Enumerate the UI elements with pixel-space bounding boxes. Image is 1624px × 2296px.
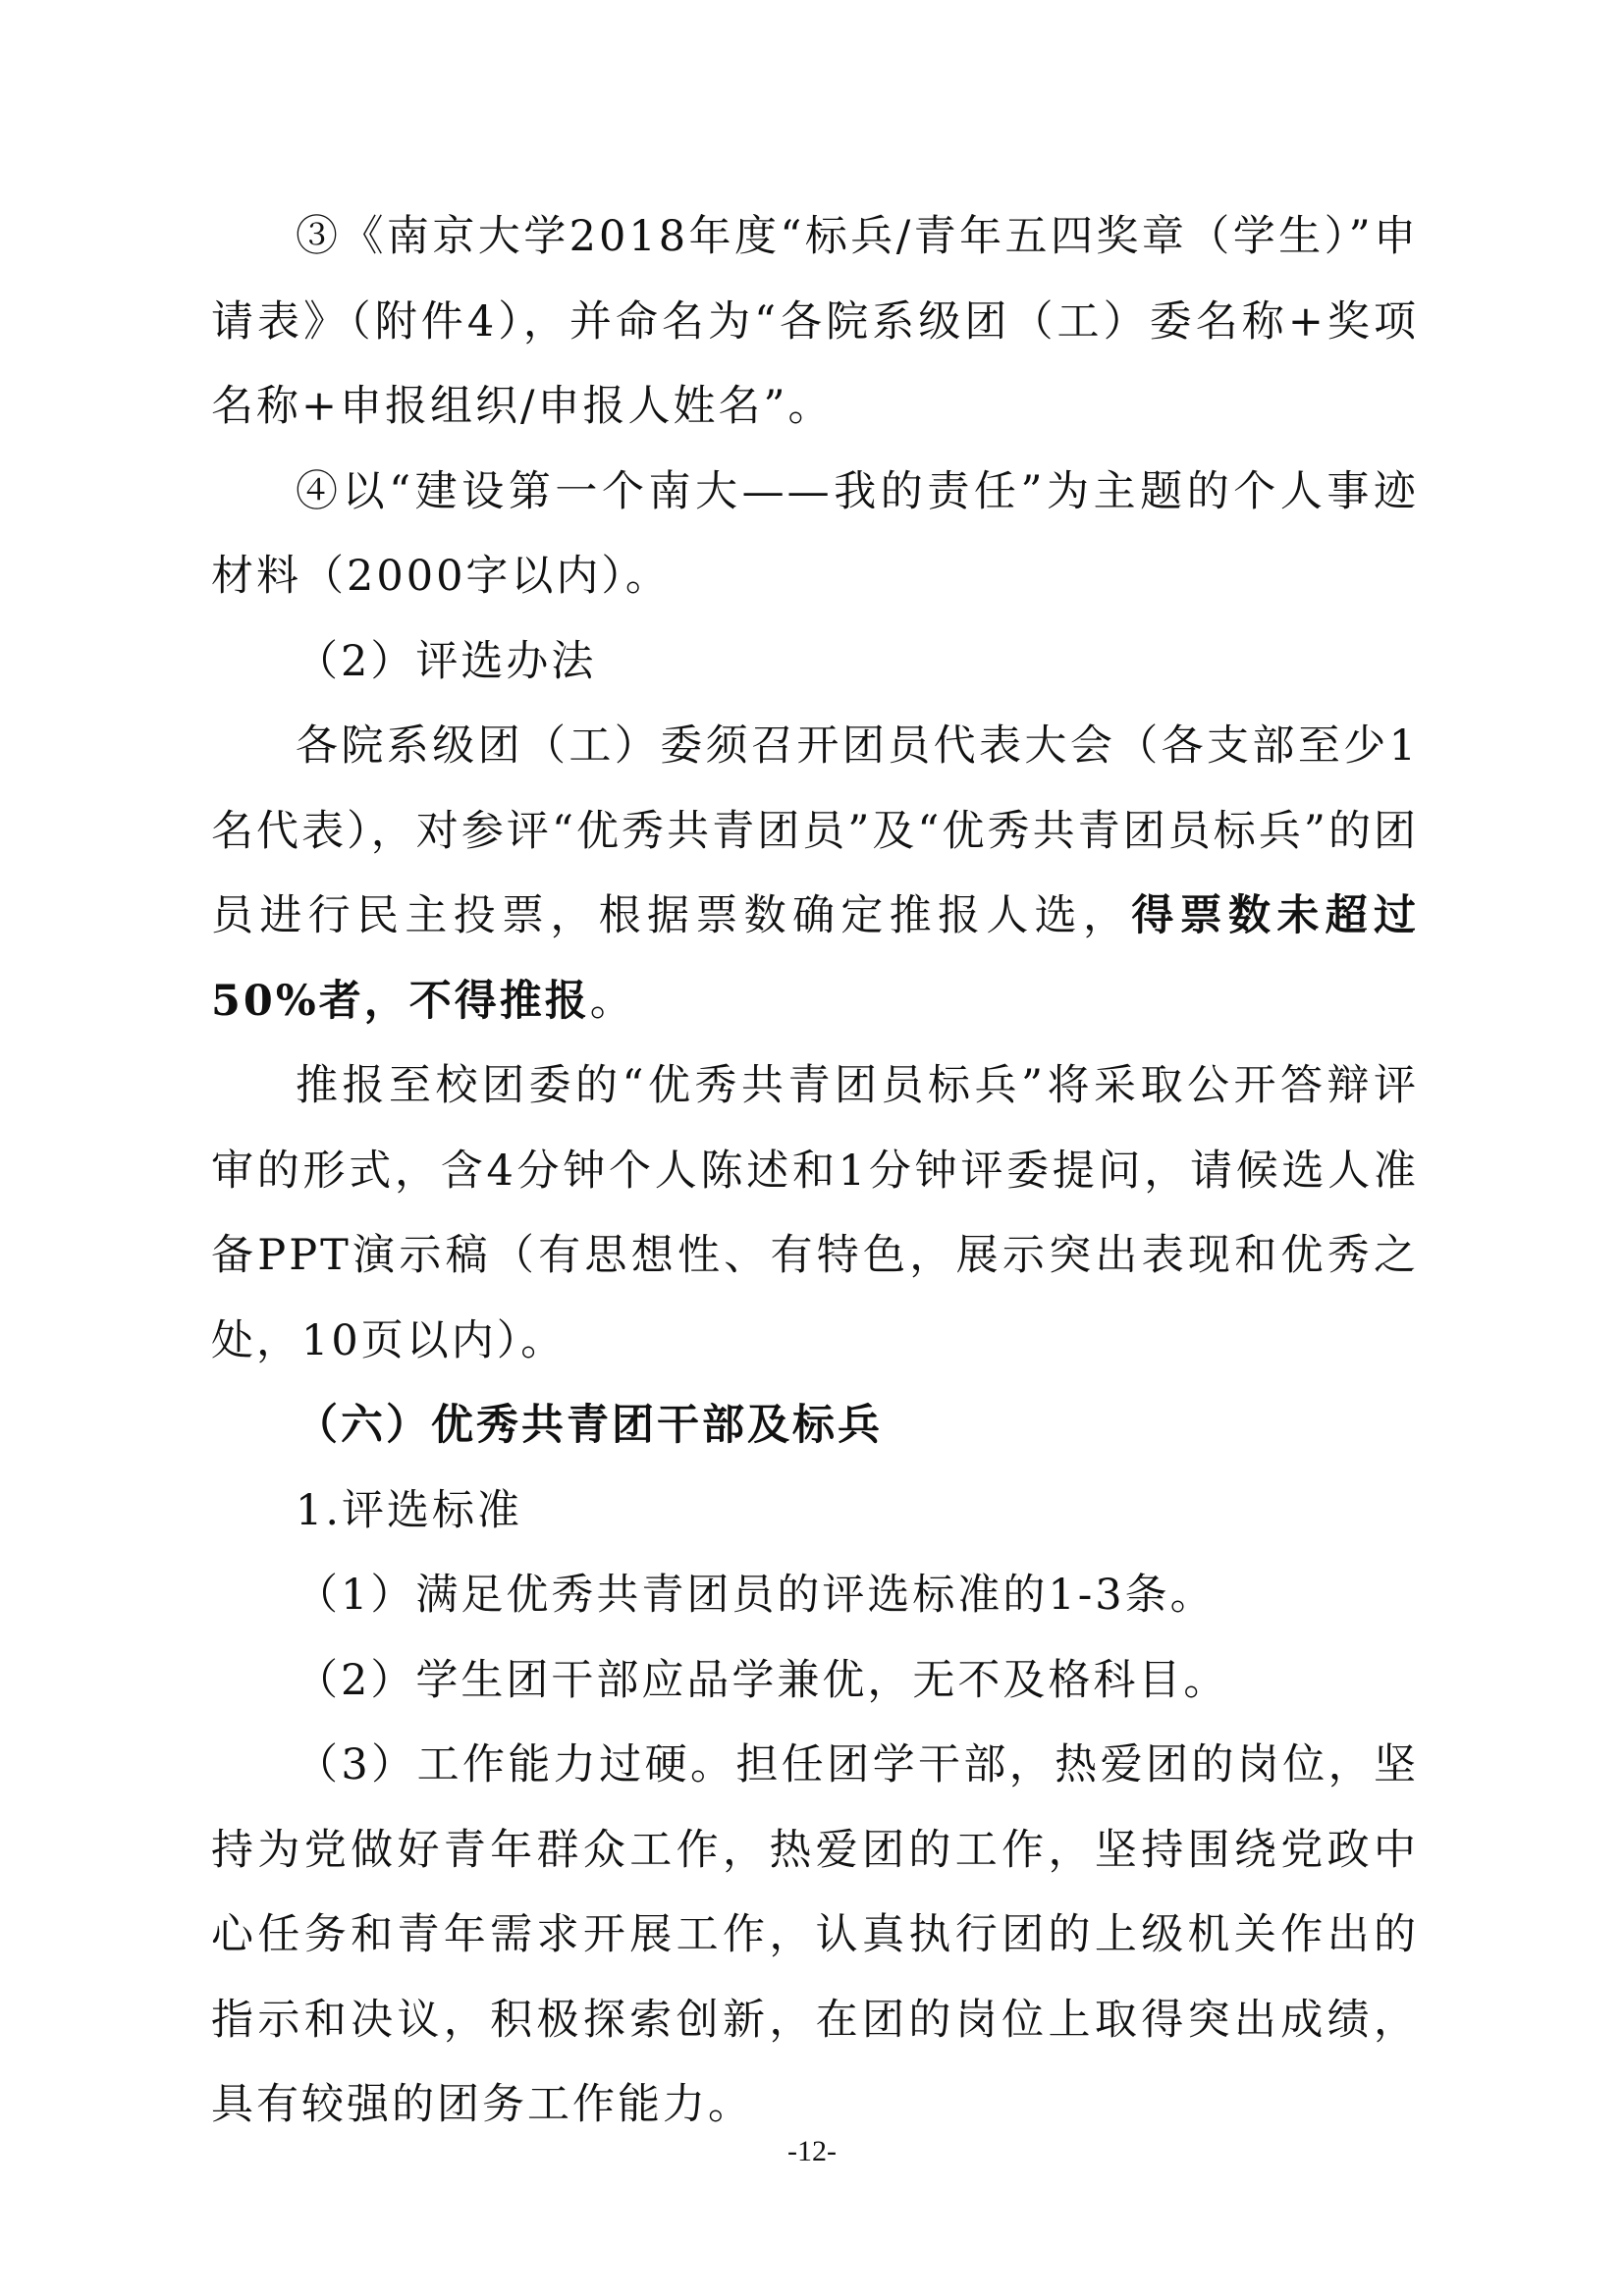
paragraph-voting-rules xyxy=(211,704,1419,1043)
document-body xyxy=(211,194,1419,2148)
section-heading-outstanding-cadres: （六）优秀共青团干部及标兵 xyxy=(296,1401,883,1450)
paragraph-personal-materials: ④以“建设第一个南大——我的责任”为主题的个人事迹材料（2000字以内）。 xyxy=(211,466,1419,601)
subheading-criteria: 1.评选标准 xyxy=(296,1485,523,1535)
criterion-2: （2）学生团干部应品学兼优，无不及格科目。 xyxy=(296,1655,1229,1705)
voting-rules-text: 各院系级团（工）委须召开团员代表大会（各支部至少1名代表），对参评“优秀共青团员”及“优秀共青团员标兵”的团员进行民主投票，根据票数确定推报人选， xyxy=(211,721,1419,940)
paragraph-defense-review: 推报至校团委的“优秀共青团员标兵”将采取公开答辩评审的形式，含4分钟个人陈述和1分钟评委提问，请候选人准备PPT演示稿（有思想性、有特色，展示突出表现和优秀之处，10页以内）。 xyxy=(211,1061,1419,1365)
paragraph-selection-method-heading: （2）评选办法 xyxy=(296,636,597,686)
criterion-3: （3）工作能力过硬。担任团学干部，热爱团的岗位，坚持为党做好青年群众工作，热爱团的工作，坚持围绕党政中心任务和青年需求开展工作，认真执行团的上级机关作出的指示和决议，积极探索创新，在团的岗位上取得突出成绩，具有较强的团务工作能力。 xyxy=(211,1740,1419,2129)
criterion-1: （1）满足优秀共青团员的评选标准的1-3条。 xyxy=(296,1571,1216,1620)
page-number: -12- xyxy=(787,2135,837,2167)
voting-rules-emphasis: 得票数未超过50%者，不得推报 xyxy=(211,891,1420,1026)
voting-rules-tail: 。 xyxy=(589,976,635,1026)
paragraph-application-form: ③《南京大学2018年度“标兵/青年五四奖章（学生）”申请表》（附件4），并命名为“各院系级团（工）委名称+奖项名称+申报组织/申报人姓名”。 xyxy=(211,212,1419,431)
